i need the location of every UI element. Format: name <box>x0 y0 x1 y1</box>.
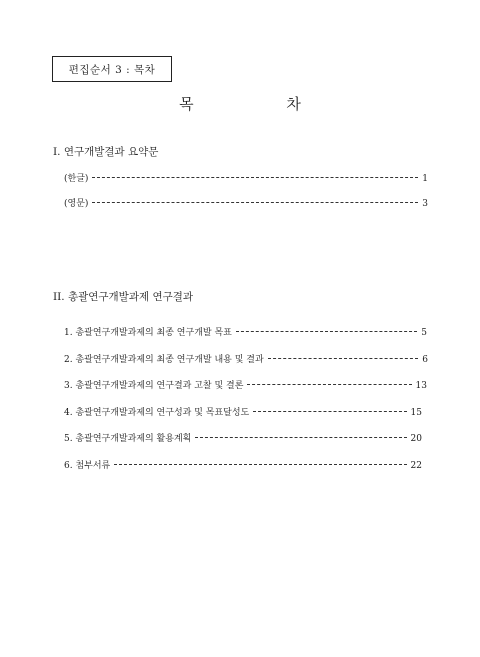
toc-entry-label: (한글) <box>64 174 89 184</box>
dot-leader <box>236 331 417 332</box>
toc-entry-page: 5 <box>421 328 427 338</box>
toc-entry-page: 15 <box>410 408 422 418</box>
dot-leader <box>114 464 406 465</box>
toc-entry[interactable] <box>64 458 422 471</box>
toc-entry-page: 20 <box>410 434 422 444</box>
toc-entry[interactable] <box>64 352 428 365</box>
toc-entry-label: 5. 총괄연구개발과제의 활용계획 <box>64 434 192 444</box>
toc-entry-page: 13 <box>415 381 427 391</box>
edit-order-text: 편집순서 3 : 목차 <box>68 63 156 76</box>
toc-entry[interactable] <box>64 196 428 209</box>
dot-leader <box>247 384 411 385</box>
toc-entry-page: 3 <box>422 199 428 209</box>
section-2-heading: II. 총괄연구개발과제 연구결과 <box>53 291 194 303</box>
toc-entry[interactable] <box>64 171 428 184</box>
section-1-heading: I. 연구개발결과 요약문 <box>53 146 159 158</box>
toc-entry-label: 4. 총괄연구개발과제의 연구성과 및 목표달성도 <box>64 408 250 418</box>
toc-entry-label: (영문) <box>64 199 89 209</box>
toc-entry-label: 1. 총괄연구개발과제의 최종 연구개발 목표 <box>64 328 232 338</box>
dot-leader <box>253 411 406 412</box>
dot-leader <box>92 177 418 178</box>
toc-entry-label: 2. 총괄연구개발과제의 최종 연구개발 내용 및 결과 <box>64 355 264 365</box>
edit-order-label <box>52 56 172 82</box>
toc-entry[interactable] <box>64 405 422 418</box>
toc-entry[interactable] <box>64 431 422 444</box>
dot-leader <box>92 202 418 203</box>
page-title: 목 차 <box>179 95 345 113</box>
toc-entry[interactable] <box>64 325 427 338</box>
toc-entry-label: 3. 총괄연구개발과제의 연구결과 고찰 및 결론 <box>64 381 244 391</box>
dot-leader <box>268 358 419 359</box>
toc-entry-label: 6. 첨부서류 <box>64 461 111 471</box>
toc-entry[interactable] <box>64 378 427 391</box>
toc-entry-page: 6 <box>422 355 428 365</box>
toc-entry-page: 1 <box>422 174 428 184</box>
toc-entry-page: 22 <box>410 461 422 471</box>
dot-leader <box>195 437 406 438</box>
